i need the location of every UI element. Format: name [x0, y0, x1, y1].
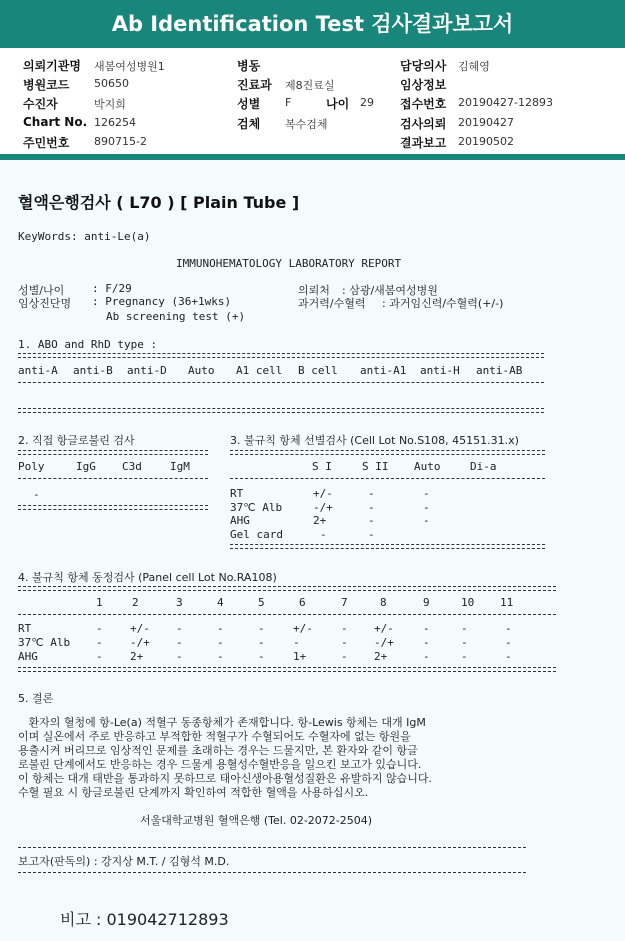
- panel-cell: -: [505, 636, 512, 649]
- divider: [230, 478, 545, 479]
- value-hospital-code: 50650: [94, 77, 129, 90]
- value-department: 제8진료실: [285, 79, 335, 92]
- divider: [18, 586, 556, 591]
- divider: [18, 408, 544, 413]
- abo-col-4: A1 cell: [236, 364, 283, 377]
- panel-cell: +/-: [374, 622, 394, 635]
- panel-cell: -: [96, 636, 103, 649]
- keywords: KeyWords: anti-Le(a): [18, 230, 151, 243]
- label-report-date: 결과보고: [400, 136, 447, 150]
- panel-cell: -: [217, 650, 224, 663]
- divider: [230, 450, 545, 455]
- screen-col-3: Di-a: [470, 460, 497, 473]
- panel-cell: -: [341, 622, 348, 635]
- value-receipt-no: 20190427-12893: [458, 96, 553, 109]
- label-age: 나이: [326, 97, 350, 111]
- conclusion-line: 수혈 필요 시 항글로불린 단계까지 확인하여 적합한 혈액을 사용하십시오.: [18, 786, 369, 799]
- panel-cell: -: [461, 650, 468, 663]
- panel-col-9: 9: [423, 596, 430, 609]
- label-sex: 성별: [237, 97, 261, 111]
- panel-col-7: 7: [341, 596, 348, 609]
- screen-cell: +/-: [313, 487, 333, 500]
- panel-row-phase: RT: [18, 622, 32, 635]
- divider: [18, 505, 208, 510]
- panel-cell: -/+: [130, 636, 150, 649]
- blood-bank-contact: 서울대학교병원 혈액은행 (Tel. 02-2072-2504): [140, 814, 373, 827]
- screen-row-phase: Gel card: [230, 528, 283, 541]
- value-patient: 박지희: [94, 98, 126, 111]
- panel-col-11: 11: [500, 596, 514, 609]
- panel-cell: -: [258, 636, 265, 649]
- value-hospital: 새봄여성병원1: [94, 60, 165, 73]
- screen-row-phase: RT: [230, 487, 244, 500]
- label-request-date: 검사의뢰: [400, 117, 447, 131]
- dat-col-2: C3d: [122, 460, 142, 473]
- report-header: [0, 0, 625, 48]
- panel-cell: -: [176, 650, 183, 663]
- screen-cell: -: [320, 528, 327, 541]
- conclusion-line: 용출시켜 버리므로 임상적인 문제를 초래하는 경우는 드물지만, 본 환자와 같이 항글: [18, 744, 418, 757]
- divider: [230, 544, 545, 549]
- screen-cell: -: [368, 487, 375, 500]
- sex-age-value: : F/29: [92, 282, 132, 295]
- dat-col-3: IgM: [170, 460, 190, 473]
- diagnosis-label: 임상진단명: [18, 297, 72, 310]
- panel-cell: +/-: [130, 622, 150, 635]
- panel-cell: -: [96, 650, 103, 663]
- lab-report-title: IMMUNOHEMATOLOGY LABORATORY REPORT: [176, 257, 402, 270]
- screen-cell: -: [368, 501, 375, 514]
- value-age: 29: [360, 96, 374, 109]
- panel-cell: -: [341, 650, 348, 663]
- requester-value: : 삼광/새봄여성병원: [342, 284, 438, 297]
- test-title: 혈액은행검사 ( L70 ) [ Plain Tube ]: [18, 193, 300, 212]
- panel-cell: -: [176, 636, 183, 649]
- panel-row-phase: 37℃ Alb: [18, 636, 71, 649]
- conclusion-line: 로불린 단계에서도 반응하는 경우 드물게 용혈성수혈반응을 일으킨 보고가 있습니다.: [18, 758, 422, 771]
- value-sex: F: [285, 96, 292, 109]
- panel-col-4: 4: [217, 596, 224, 609]
- panel-row-phase: AHG: [18, 650, 38, 663]
- panel-cell: -: [505, 622, 512, 635]
- panel-cell: -: [217, 622, 224, 635]
- panel-cell: -: [217, 636, 224, 649]
- screen-cell: -: [423, 514, 430, 527]
- panel-col-6: 6: [299, 596, 306, 609]
- patient-info-section: [0, 54, 625, 160]
- history-label: 과거력/수혈력: [298, 297, 366, 310]
- label-doctor: 담당의사: [400, 59, 447, 73]
- divider: [18, 872, 526, 873]
- abo-col-3: Auto: [188, 364, 215, 377]
- screen-cell: -: [423, 501, 430, 514]
- panel-cell: -: [258, 650, 265, 663]
- value-request-date: 20190427: [458, 116, 514, 129]
- divider: [18, 450, 208, 455]
- panel-col-10: 10: [461, 596, 475, 609]
- divider: [18, 478, 208, 479]
- screen-cell: -/+: [313, 501, 333, 514]
- panel-heading: 4. 불규칙 항체 동정검사 (Panel cell Lot No.RA108): [18, 571, 277, 584]
- panel-cell: 2+: [374, 650, 388, 663]
- value-chart-no: 126254: [94, 116, 136, 129]
- dat-heading: 2. 직접 항글로불린 검사: [18, 434, 135, 447]
- panel-col-1: 1: [96, 596, 103, 609]
- abo-col-1: anti-B: [73, 364, 113, 377]
- abo-col-8: anti-AB: [476, 364, 523, 377]
- screen-row-phase: AHG: [230, 514, 250, 527]
- panel-cell: -: [461, 636, 468, 649]
- dat-value: -: [33, 488, 40, 501]
- screen-cell: 2+: [313, 514, 327, 527]
- history-value: : 과거임신력/수혈력(+/-): [382, 297, 504, 310]
- panel-col-2: 2: [132, 596, 139, 609]
- abo-heading: 1. ABO and RhD type :: [18, 338, 158, 351]
- requester-label: 의뢰처: [298, 284, 330, 297]
- conclusion-body: [18, 716, 610, 800]
- screen-col-0: S I: [312, 460, 332, 473]
- panel-cell: +/-: [293, 622, 313, 635]
- divider: [18, 353, 544, 358]
- screen-cell: -: [423, 487, 430, 500]
- panel-cell: -: [96, 622, 103, 635]
- conclusion-line: 이며 실온에서 주로 반응하고 부적합한 적혈구가 수혈되어도 수혈자에 없는 항원을: [18, 730, 411, 743]
- panel-col-3: 3: [176, 596, 183, 609]
- panel-cell: -: [258, 622, 265, 635]
- value-specimen: 복수검체: [285, 118, 328, 131]
- abo-col-6: anti-A1: [360, 364, 407, 377]
- value-doctor: 김혜영: [458, 60, 490, 73]
- label-ward: 병동: [237, 59, 261, 73]
- value-resident-no: 890715-2: [94, 135, 147, 148]
- divider: [18, 614, 556, 615]
- panel-cell: -: [341, 636, 348, 649]
- panel-cell: -/+: [374, 636, 394, 649]
- panel-cell: -: [505, 650, 512, 663]
- conclusion-line: 이 항체는 대개 태반을 통과하지 못하므로 태아신생아용혈성질환은 유발하지 않습니다.: [18, 772, 433, 785]
- screen-cell: -: [368, 514, 375, 527]
- panel-cell: -: [423, 650, 430, 663]
- panel-cell: -: [423, 636, 430, 649]
- screen-heading: 3. 불규칙 항체 선별검사 (Cell Lot No.S108, 45151.31.x): [230, 434, 519, 447]
- reporter: 보고자(판독의) : 강지상 M.T. / 김형석 M.D.: [18, 855, 230, 868]
- sex-age-label: 성별/나이: [18, 284, 65, 297]
- report-title: Ab Identification Test 검사결과보고서: [111, 12, 514, 36]
- screen-col-1: S II: [362, 460, 389, 473]
- conclusion-heading: 5. 결론: [18, 692, 54, 705]
- abo-col-5: B cell: [298, 364, 338, 377]
- label-chart-no: Chart No.: [23, 115, 88, 129]
- panel-cell: 1+: [293, 650, 307, 663]
- panel-cell: -: [176, 622, 183, 635]
- panel-cell: -: [461, 622, 468, 635]
- panel-cell: 2+: [130, 650, 144, 663]
- label-department: 진료과: [237, 78, 272, 92]
- screen-cell: -: [368, 528, 375, 541]
- label-patient: 수진자: [23, 97, 58, 111]
- panel-cell: -: [293, 636, 300, 649]
- label-receipt-no: 접수번호: [400, 97, 447, 111]
- diagnosis-value-2: Ab screening test (+): [106, 310, 246, 323]
- dat-col-0: Poly: [18, 460, 45, 473]
- abo-col-0: anti-A: [18, 364, 58, 377]
- conclusion-line: 환자의 혈청에 항-Le(a) 적혈구 동종항체가 존재합니다. 항-Lewis 항체는 대개 IgM: [18, 716, 426, 729]
- diagnosis-value: : Pregnancy (36+1wks): [92, 295, 232, 308]
- screen-col-2: Auto: [414, 460, 441, 473]
- panel-col-5: 5: [258, 596, 265, 609]
- panel-cell: -: [423, 622, 430, 635]
- label-resident-no: 주민번호: [23, 136, 70, 150]
- abo-col-2: anti-D: [127, 364, 167, 377]
- screen-row-phase: 37℃ Alb: [230, 501, 283, 514]
- label-hospital: 의뢰기관명: [23, 59, 81, 73]
- abo-col-7: anti-H: [420, 364, 460, 377]
- divider: [18, 382, 544, 383]
- divider: [18, 667, 556, 672]
- divider: [18, 847, 526, 848]
- value-report-date: 20190502: [458, 135, 514, 148]
- panel-col-8: 8: [380, 596, 387, 609]
- dat-col-1: IgG: [76, 460, 96, 473]
- label-specimen: 검체: [237, 117, 261, 131]
- label-clinical-info: 임상정보: [400, 78, 447, 92]
- label-hospital-code: 병원코드: [23, 78, 70, 92]
- remarks: 비고 : 019042712893: [60, 910, 229, 929]
